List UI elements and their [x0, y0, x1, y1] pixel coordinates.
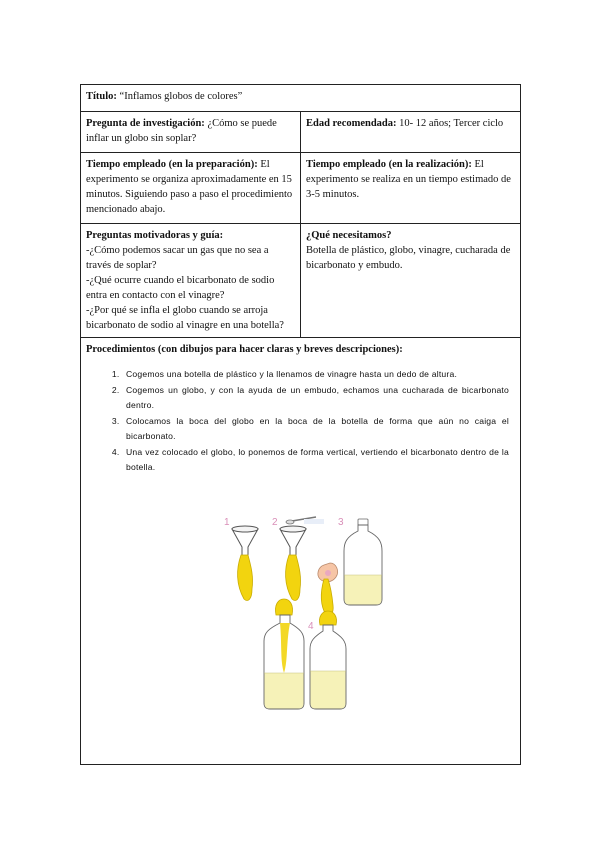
procedure-steps [86, 367, 515, 475]
guide-question-item: -¿Por qué se infla el globo cuando se arroja bicarbonato de sodio al vinagre en una botella? [86, 305, 284, 331]
bicarbonate-box-icon [304, 519, 324, 524]
funnel-balloon-step-2 [280, 517, 324, 601]
exec-time-label: Tiempo empleado (en la realización): [306, 159, 472, 170]
step-number-4: 4 [308, 621, 314, 632]
funnel-balloon-step-1 [232, 526, 258, 601]
funnel-icon [280, 529, 306, 557]
materials-cell [301, 224, 521, 338]
research-question-cell [81, 112, 301, 153]
prep-time-label: Tiempo empleado (en la preparación): [86, 159, 258, 170]
procedure-step: 3. Colocamos la boca del globo en la boca de la botella de forma que aún no caiga el bicarbonato. [122, 414, 509, 444]
balloon-icon [319, 611, 336, 625]
prep-time-value: El experimento se organiza aproximadamente en 15 minutos. Siguiendo paso a paso el procedimiento mencionado abajo. [86, 159, 293, 215]
step-number-1: 1 [224, 517, 230, 528]
recommended-age-cell [301, 112, 521, 153]
guide-questions-cell [81, 224, 301, 338]
balloon-icon [275, 599, 292, 615]
materials-value: Botella de plástico, globo, vinagre, cucharada de bicarbonato y embudo. [306, 245, 511, 271]
recommended-age-value: 10- 12 años; Tercer ciclo [399, 118, 504, 129]
balloon-icon [238, 555, 253, 601]
exec-time-cell [301, 153, 521, 224]
guide-question-item: -¿Cómo podemos sacar un gas que no sea a través de soplar? [86, 245, 269, 271]
vinegar-fill [311, 671, 346, 709]
funnel-icon [232, 529, 258, 557]
bottle-step-4-right [310, 611, 346, 709]
guide-question-item: -¿Qué ocurre cuando el bicarbonato de sodio entra en contacto con el vinagre? [86, 275, 275, 301]
title-cell [81, 85, 521, 112]
bottle-step-3 [344, 519, 382, 605]
materials-label: ¿Qué necesitamos? [306, 230, 392, 241]
bottle-step-4-left [264, 599, 304, 709]
guide-questions-label: Preguntas motivadoras y guía: [86, 230, 224, 241]
procedure-cell [81, 338, 521, 765]
experiment-illustration [224, 513, 384, 713]
procedure-label: Procedimientos (con dibujos para hacer claras y breves descripciones): [86, 344, 403, 355]
prep-time-cell [81, 153, 301, 224]
title-value: “Inflamos globos de colores” [119, 91, 243, 102]
step-number-2: 2 [272, 517, 278, 528]
experiment-sheet [80, 84, 521, 765]
vinegar-fill [345, 575, 382, 605]
research-question-label: Pregunta de investigación: [86, 118, 205, 129]
procedure-step: 2. Cogemos un globo, y con la ayuda de un embudo, echamos una cucharada de bicarbonato dentro. [122, 383, 509, 413]
research-question-value: ¿Cómo se puede inflar un globo sin soplar? [86, 118, 277, 144]
hand-balloon [318, 563, 338, 616]
exec-time-value: El experimento se realiza en un tiempo estimado de 3-5 minutos. [306, 159, 511, 200]
procedure-step: 4. Una vez colocado el globo, lo ponemos de forma vertical, vertiendo el bicarbonato dentro de la botella. [122, 445, 509, 475]
recommended-age-label: Edad recomendada: [306, 118, 397, 129]
balloon-icon [286, 555, 301, 601]
vinegar-fill [265, 673, 304, 709]
procedure-step: 1. Cogemos una botella de plástico y la llenamos de vinagre hasta un dedo de altura. [122, 367, 509, 382]
step-number-3: 3 [338, 517, 344, 528]
title-label: Título: [86, 91, 117, 102]
